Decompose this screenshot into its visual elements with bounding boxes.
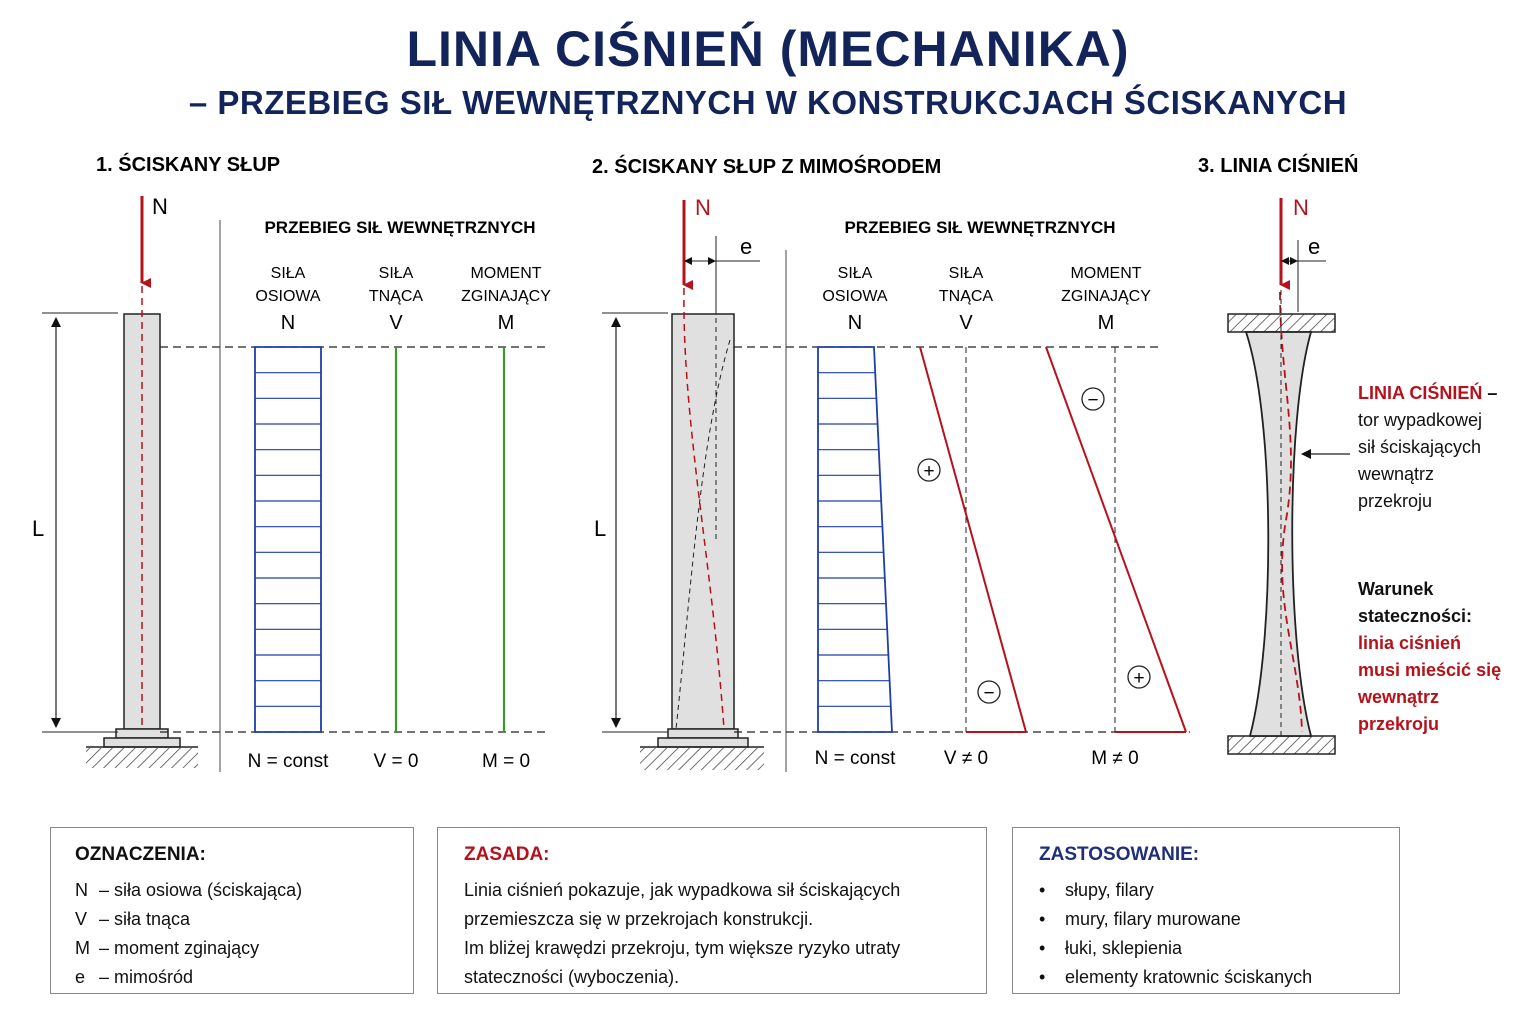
legend-text: – siła tnąca	[99, 909, 191, 929]
ground-hatch-2	[640, 748, 764, 770]
col1-shear-sym: V	[389, 312, 403, 334]
force-label-1: N	[152, 194, 168, 219]
moment-line-2	[1046, 347, 1186, 732]
legend-symbol: M	[75, 938, 90, 958]
legend-item	[75, 905, 389, 934]
axial-force-diagram-2	[818, 347, 892, 732]
condition-red-1: linia ciśnień	[1358, 633, 1462, 653]
force-label-2: N	[695, 195, 711, 220]
rule-title: ZASADA:	[464, 844, 550, 865]
bullet-icon: •	[1039, 938, 1046, 958]
ground-hatch-1	[86, 748, 198, 768]
condition-red-2: musi mieścić się	[1358, 660, 1502, 680]
legend-item	[75, 876, 389, 905]
legend-symbol: V	[75, 909, 88, 929]
subtitle: – PRZEBIEG SIŁ WEWNĘTRZNYCH W KONSTRUKCJACH ŚCISKANYCH	[188, 84, 1348, 121]
panel-1	[32, 152, 551, 772]
ecc-label-3: e	[1308, 234, 1321, 259]
panel-1-heading: 1. ŚCISKANY SŁUP	[96, 154, 281, 176]
condition-line-2: stateczności:	[1358, 606, 1473, 626]
definition-title: LINIA CIŚNIEŃ	[1358, 383, 1483, 403]
usage-text: mury, filary murowane	[1065, 909, 1241, 929]
col1-moment-l1: MOMENT	[470, 265, 542, 282]
usage-text: elementy kratownic ściskanych	[1065, 967, 1313, 987]
col2-moment-sym: M	[1097, 312, 1115, 334]
usage-text: słupy, filary	[1065, 880, 1154, 900]
condition-line-1: Warunek	[1358, 579, 1434, 599]
usage-item	[1039, 934, 1373, 963]
legend-text: – siła osiowa (ściskająca)	[99, 880, 303, 900]
result-axial-1: N = const	[247, 751, 329, 772]
length-label-1: L	[32, 516, 45, 541]
col2-axial-l2: OSIOWA	[822, 288, 888, 305]
col1-moment-sym: M	[497, 312, 515, 334]
col2-axial-l1: SIŁA	[837, 265, 873, 282]
force-label-3: N	[1293, 195, 1309, 220]
usage-title: ZASTOSOWANIE:	[1039, 844, 1200, 865]
definition-line-2: sił ściskających	[1358, 437, 1482, 457]
pressure-line-definition	[1358, 380, 1497, 515]
usage-item	[1039, 905, 1373, 934]
column-2-base	[658, 738, 748, 747]
result-shear-2: V ≠ 0	[943, 748, 989, 769]
col1-shear-l1: SIŁA	[378, 265, 414, 282]
legend-title: OZNACZENIA:	[75, 844, 206, 865]
rule-line: przemieszcza się w przekrojach konstrukcji.	[464, 909, 814, 929]
legend-symbol: e	[75, 967, 86, 987]
result-moment-2: M ≠ 0	[1091, 748, 1139, 769]
ecc-label-2: e	[740, 234, 753, 259]
legend-symbol: N	[75, 880, 88, 900]
result-moment-1: M = 0	[481, 751, 531, 772]
definition-dash: –	[1482, 383, 1498, 403]
legend-box	[50, 827, 414, 994]
col1-axial-l1: SIŁA	[270, 265, 306, 282]
rule-line: stateczności (wyboczenia).	[464, 967, 680, 987]
bullet-icon: •	[1039, 880, 1046, 900]
column-2	[672, 314, 734, 729]
axial-force-diagram-1	[255, 347, 321, 732]
condition-red-4: przekroju	[1358, 714, 1440, 734]
diagram-heading-1: PRZEBIEG SIŁ WEWNĘTRZNYCH	[264, 218, 536, 237]
length-label-2: L	[594, 516, 607, 541]
stability-condition	[1358, 576, 1501, 738]
usage-box	[1012, 827, 1400, 994]
col2-moment-l2: ZGINAJĄCY	[1061, 288, 1151, 305]
bottom-plate	[1228, 736, 1335, 754]
axial-outline	[818, 347, 892, 732]
buckled-column	[1246, 332, 1311, 736]
legend-text: – moment zginający	[99, 938, 260, 958]
legend-item	[75, 963, 389, 992]
sign-minus-moment-text: −	[1087, 390, 1099, 411]
usage-text: łuki, sklepienia	[1065, 938, 1183, 958]
col2-shear-l2: TNĄCA	[938, 288, 994, 305]
sign-plus-moment-text: +	[1133, 668, 1145, 689]
diagram-heading-2: PRZEBIEG SIŁ WEWNĘTRZNYCH	[844, 218, 1116, 237]
usage-item	[1039, 876, 1373, 905]
col1-shear-l2: TNĄCA	[368, 288, 424, 305]
definition-line-1: tor wypadkowej	[1358, 410, 1483, 430]
legend-item	[75, 934, 389, 963]
rule-box	[437, 827, 987, 994]
panel-3-heading: 3. LINIA CIŚNIEŃ	[1198, 155, 1359, 177]
column-1-base	[104, 738, 180, 747]
axial-outline	[255, 347, 321, 732]
usage-item	[1039, 963, 1373, 992]
col2-shear-l1: SIŁA	[948, 265, 984, 282]
col1-axial-l2: OSIOWA	[255, 288, 321, 305]
col2-moment-l1: MOMENT	[1070, 265, 1142, 282]
panel-3	[1198, 153, 1358, 754]
definition-line-3: wewnątrz	[1358, 464, 1435, 484]
panel-2	[592, 154, 1190, 772]
col1-moment-l2: ZGINAJĄCY	[461, 288, 551, 305]
bullet-icon: •	[1039, 967, 1046, 987]
panel-2-heading: 2. ŚCISKANY SŁUP Z MIMOŚRODEM	[592, 156, 942, 178]
sign-plus-shear-text: +	[923, 461, 935, 482]
col2-axial-sym: N	[847, 312, 863, 334]
rule-line: Im bliżej krawędzi przekroju, tym większe ryzyko utraty	[464, 938, 901, 958]
definition-line-4: przekroju	[1358, 491, 1433, 511]
column-1-capital	[116, 729, 168, 738]
col1-axial-sym: N	[280, 312, 296, 334]
sign-minus-shear-text: −	[983, 683, 995, 704]
result-shear-1: V = 0	[373, 751, 419, 772]
legend-text: – mimośród	[99, 967, 194, 987]
shear-line-2	[920, 347, 1026, 732]
rule-line: Linia ciśnień pokazuje, jak wypadkowa sił ściskających	[464, 880, 901, 900]
main-title: LINIA CIŚNIEŃ (MECHANIKA)	[406, 21, 1130, 77]
condition-red-3: wewnątrz	[1358, 687, 1440, 707]
result-axial-2: N = const	[814, 748, 896, 769]
bullet-icon: •	[1039, 909, 1046, 929]
col2-shear-sym: V	[959, 312, 973, 334]
